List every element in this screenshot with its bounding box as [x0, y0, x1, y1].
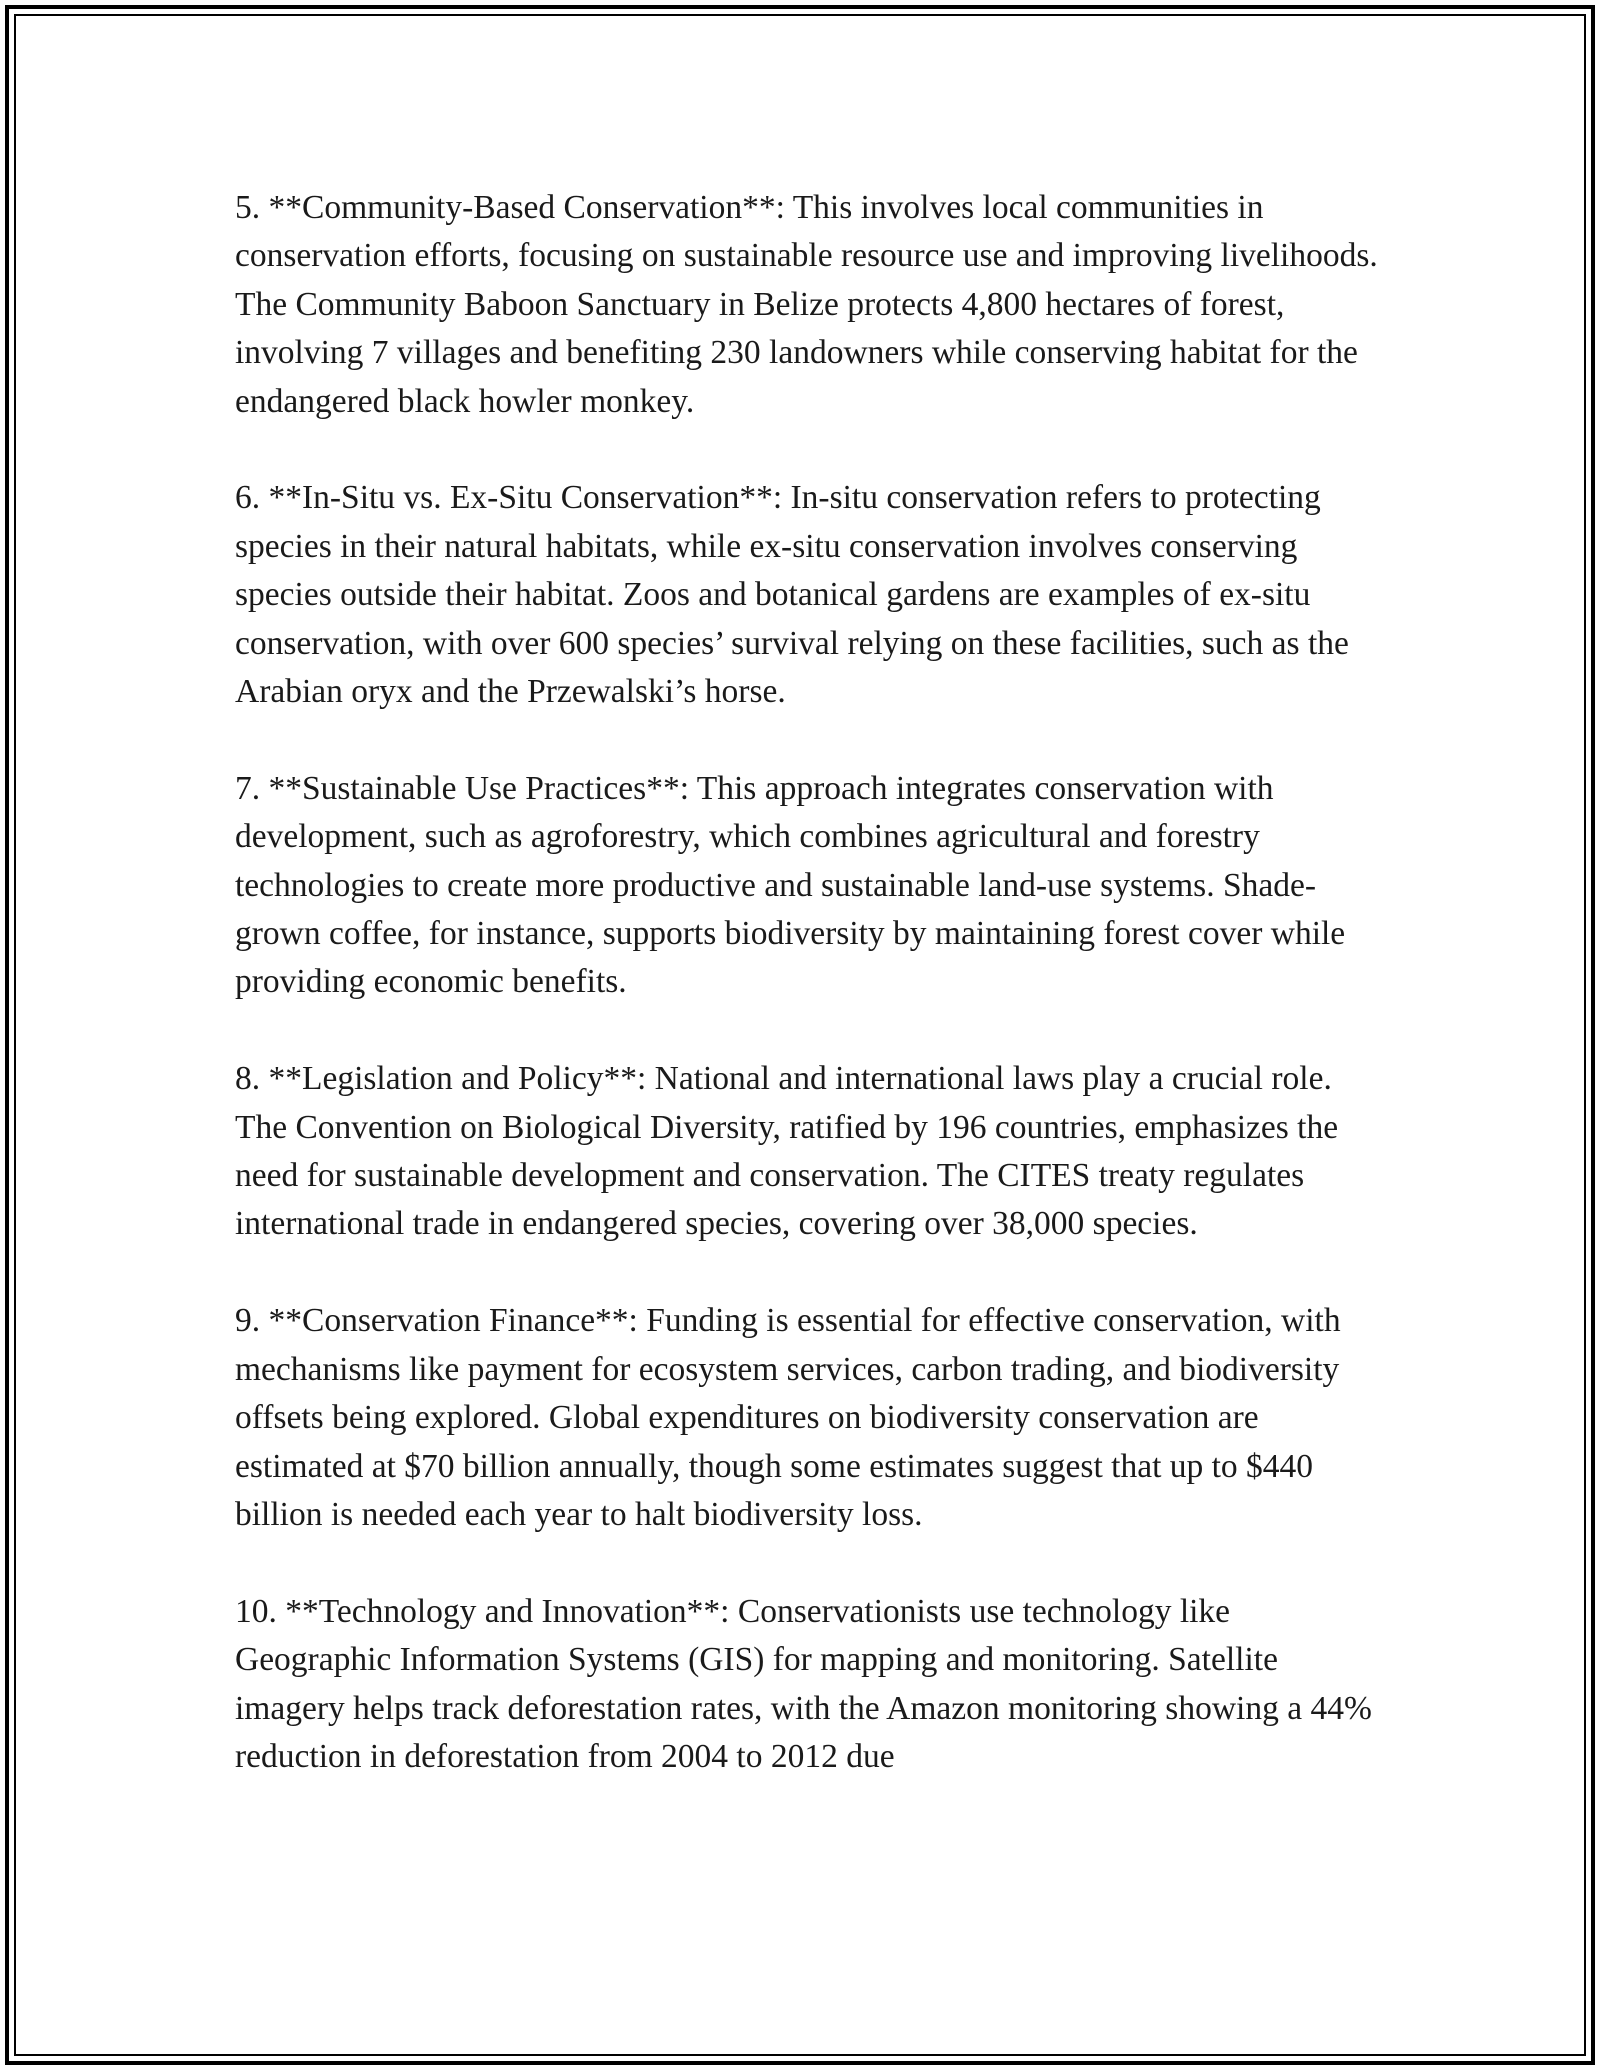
paragraph-technology-and-innovation: 10. **Technology and Innovation**: Conservationists use technology like Geographic Information Systems (GIS) for mapping and monitoring. Satellite imagery helps track deforestation rates, with the Amazon monitoring showing a 44% reduction in deforestation from 2004 to 2012 due [235, 1592, 1372, 1775]
paragraph-in-situ-ex-situ-conservation: 6. **In-Situ vs. Ex-Situ Conservation**: In-situ conservation refers to protecting species in their natural habitats, while ex-situ conservation involves conserving species outside their habitat. Zoos and botanical gardens are examples of ex-situ conservation, with over 600 species’ survival relying on these facilities, such as the Arabian oryx and the Przewalski’s horse. [235, 479, 1349, 711]
paragraph-legislation-and-policy: 8. **Legislation and Policy**: National and international laws play a crucial role. The Convention on Biological Diversity, ratified by 196 countries, emphasizes the need for sustainable development and conservation. The CITES treaty regulates international trade in endangered species, covering over 38,000 species. [235, 1060, 1339, 1243]
paragraph-sustainable-use-practices: 7. **Sustainable Use Practices**: This approach integrates conservation with development, such as agroforestry, which combines agricultural and forestry technologies to create more productive and sustainable land-use systems. Shade-grown coffee, for instance, supports biodiversity by maintaining forest cover while providing economic benefits. [235, 769, 1346, 1001]
paragraph-conservation-finance: 9. **Conservation Finance**: Funding is essential for effective conservation, with mechanisms like payment for ecosystem services, carbon trading, and biodiversity offsets being explored. Global expenditures on biodiversity conservation are estimated at $70 billion annually, though some estimates suggest that up to $440 billion is needed each year to halt biodiversity loss. [235, 1302, 1341, 1533]
document-body [235, 184, 1380, 1830]
paragraph-community-based-conservation: 5. **Community-Based Conservation**: This involves local communities in conservation efforts, focusing on sustainable resource use and improving livelihoods. The Community Baboon Sanctuary in Belize protects 4,800 hectares of forest, involving 7 villages and benefiting 230 landowners while conserving habitat for the endangered black howler monkey. [235, 189, 1378, 420]
